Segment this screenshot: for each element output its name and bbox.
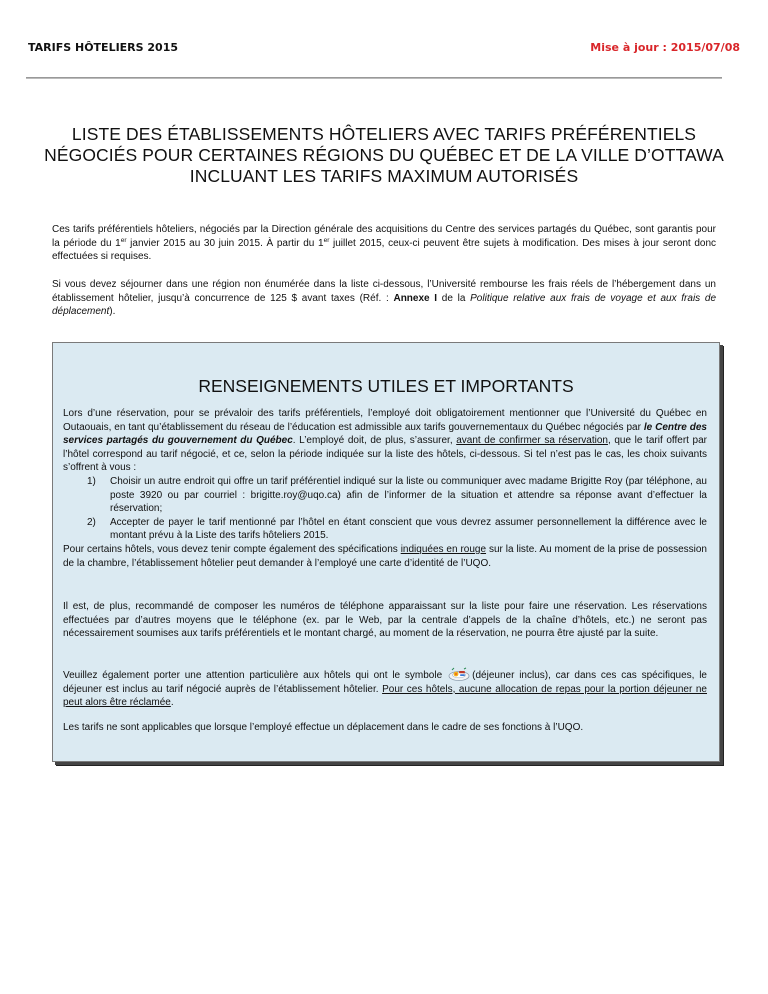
phone-reservation-note: Il est, de plus, recommandé de composer les numéros de téléphone apparaissant sur la liste pour faire une réservation. Les réservations effectuées par d’autres moyens que le téléphone (ex. par le Web, par la centrale d’appels de la chaîne d’hôtels, etc.) ne seront pas nécessairement soumises aux tarifs préférentiels et le montant chargé, au moment de la réservation, ne pourra être ajusté par la suite. (63, 601, 707, 640)
important-info-box (52, 342, 720, 762)
document-header-title: TARIFS HÔTELIERS 2015 (28, 41, 179, 54)
header-divider (26, 77, 722, 78)
reservation-instructions: Lors d’une réservation, pour se prévaloir des tarifs préférentiels, l’employé doit obligatoirement mentionner que l’Université du Québec en Outaouais, en tant qu’établissement du réseau de l’éducation est admissible aux tarifs gouvernementaux du Québec négociés par le Centre des services partagés du gouvernement du Québec. L’employé doit, de plus, s’assurer, avant de confirmer sa réservation, que le tarif offert par l’hôtel correspond au tarif négocié, et ce, selon la période indiquée sur la liste des hôtels, ci-dessous. Si tel n’est pas le cas, les choix suivants s’offrent à vous : 1) Choisir un autre endroit qui offre un tarif préférentiel indiqué sur la liste ou communiquer avec madame Brigitte Roy (par téléphone, au poste 3920 ou par courriel : brigitte.roy@uqo.ca) afin de l’informer de la situation et attendre sa réponse avant d’effectuer la réservation; 2) Accepter de payer le tarif mentionné par l’hôtel en étant conscient que vous devrez assumer personnellement la différence avec le montant prévu à la Liste des tarifs hôteliers 2015. Pour certains hôtels, vous devez tenir compte également des spécifications indiquées en rouge sur la liste. Au moment de la prise de possession de la chambre, l’établissement hôtelier peut demander à l’employé une carte d’identité de l’UQO. (63, 408, 708, 569)
list-item: 2) Accepter de payer le tarif mentionné par l’hôtel en étant conscient que vous devrez assumer personnellement la différence avec le montant prévu à la Liste des tarifs hôteliers 2015. (87, 516, 707, 542)
list-item: 1) Choisir un autre endroit qui offre un tarif préférentiel indiqué sur la liste ou communiquer avec madame Brigitte Roy (par téléphone, au poste 3920 ou par courriel : brigitte.roy@uqo.ca) afin de l’informer de la situation et attendre sa réponse avant d’effectuer la réservation; (87, 475, 707, 515)
page-title: LISTE DES ÉTABLISSEMENTS HÔTELIERS AVEC TARIFS PRÉFÉRENTIELS NÉGOCIÉS POUR CERTAINES RÉGIONS DU QUÉBEC ET DE LA VILLE D’OTTAWA INCLUANT LES TARIFS MAXIMUM AUTORISÉS (44, 124, 724, 186)
box-title: RENSEIGNEMENTS UTILES ET IMPORTANTS (198, 376, 574, 396)
update-date: Mise à jour : 2015/07/08 (590, 41, 740, 54)
breakfast-note: Veuillez également porter une attention particulière aux hôtels qui ont le symbole (déjeuner inclus), car dans ces cas spécifiques, le déjeuner est inclus au tarif négocié auprès de l’établissement hôtelier. Pour ces hôtels, aucune allocation de repas pour la portion déjeuner ne peut alors être réclamée. (63, 667, 707, 710)
breakfast-plate-icon (448, 667, 470, 681)
intro-paragraph-2: Si vous devez séjourner dans une région non énumérée dans la liste ci-dessous, l’Université rembourse les frais réels de l’hébergement dans un établissement hôtelier, jusqu’à concurrence de 125 $ avant taxes (Réf. : Annexe I de la Politique relative aux frais de voyage et aux frais de déplacement). (52, 279, 717, 318)
applicability-note: Les tarifs ne sont applicables que lorsque l’employé effectue un déplacement dans le cadre de ses fonctions à l’UQO. (63, 722, 584, 733)
intro-paragraph-1: Ces tarifs préférentiels hôteliers, négociés par la Direction générale des acquisitions du Centre des services partagés du Québec, sont garantis pour la période du 1er janvier 2015 au 30 juin 2015. À partir du 1er juillet 2015, ceux-ci peuvent être sujets à modification. Des mises à jour seront donc effectuées si requises. (52, 224, 717, 263)
